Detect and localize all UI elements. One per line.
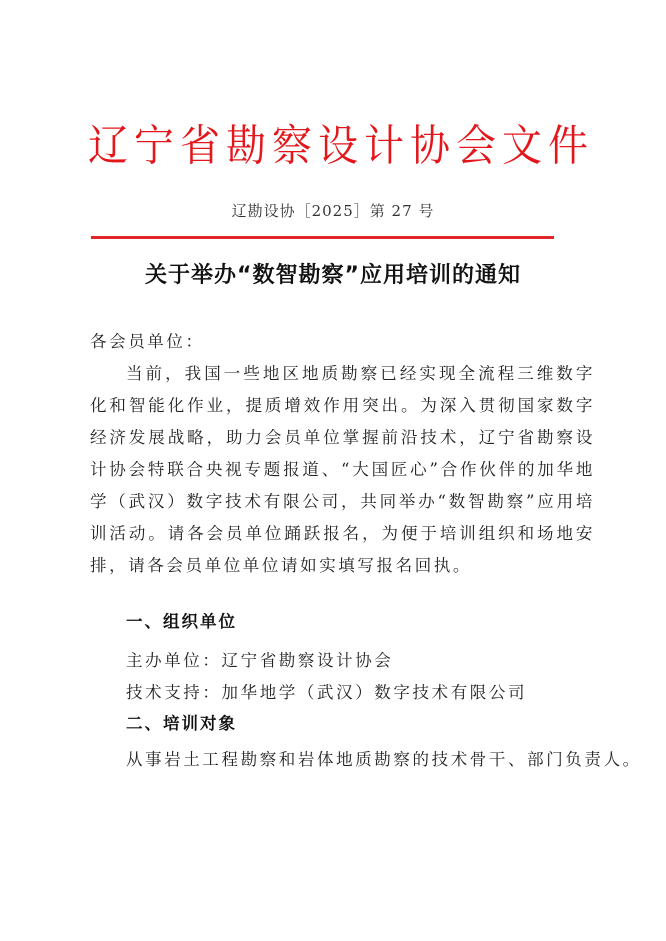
technical-support: 技术支持：加华地学（武汉）数字技术有限公司 — [126, 683, 528, 702]
document-title: 关于举办“数智勘察”应用培训的通知 — [145, 263, 521, 288]
masthead-char: 宁 — [134, 120, 174, 171]
section-heading-audience: 二、培训对象 — [126, 714, 237, 733]
host-organizer: 主办单位：辽宁省勘察设计协会 — [126, 651, 394, 670]
masthead-char: 件 — [548, 120, 588, 171]
masthead-title — [88, 112, 588, 172]
masthead-char: 文 — [502, 120, 542, 171]
masthead-char: 设 — [318, 120, 358, 171]
masthead-char: 协 — [410, 120, 450, 171]
masthead-char: 勘 — [226, 120, 266, 171]
masthead-char: 省 — [180, 120, 220, 171]
masthead-char: 辽 — [88, 120, 128, 171]
red-divider — [91, 236, 554, 239]
masthead-char: 会 — [456, 120, 496, 171]
salutation: 各会员单位： — [90, 332, 205, 351]
audience-description: 从事岩土工程勘察和岩体地质勘察的技术骨干、部门负责人。 — [126, 750, 642, 769]
document-number: 辽勘设协［2025］第 27 号 — [231, 202, 435, 220]
section-heading-organizers: 一、组织单位 — [126, 612, 237, 631]
body-paragraph: 当前，我国一些地区地质勘察已经实现全流程三维数字化和智能化作业，提质增效作用突出。为深入贯彻国家数字经济发展战略，助力会员单位掌握前沿技术，辽宁省勘察设计协会特联合央视专题报道、“大国匠心”合作伙伴的加华地学（武汉）数字技术有限公司，共同举办“数智勘察”应用培训活动。请各会员单位踊跃报名，为便于培训组织和场地安排，请各会员单位单位请如实填写报名回执。 — [90, 364, 595, 575]
masthead-char: 察 — [272, 120, 312, 171]
masthead-char: 计 — [364, 120, 404, 171]
